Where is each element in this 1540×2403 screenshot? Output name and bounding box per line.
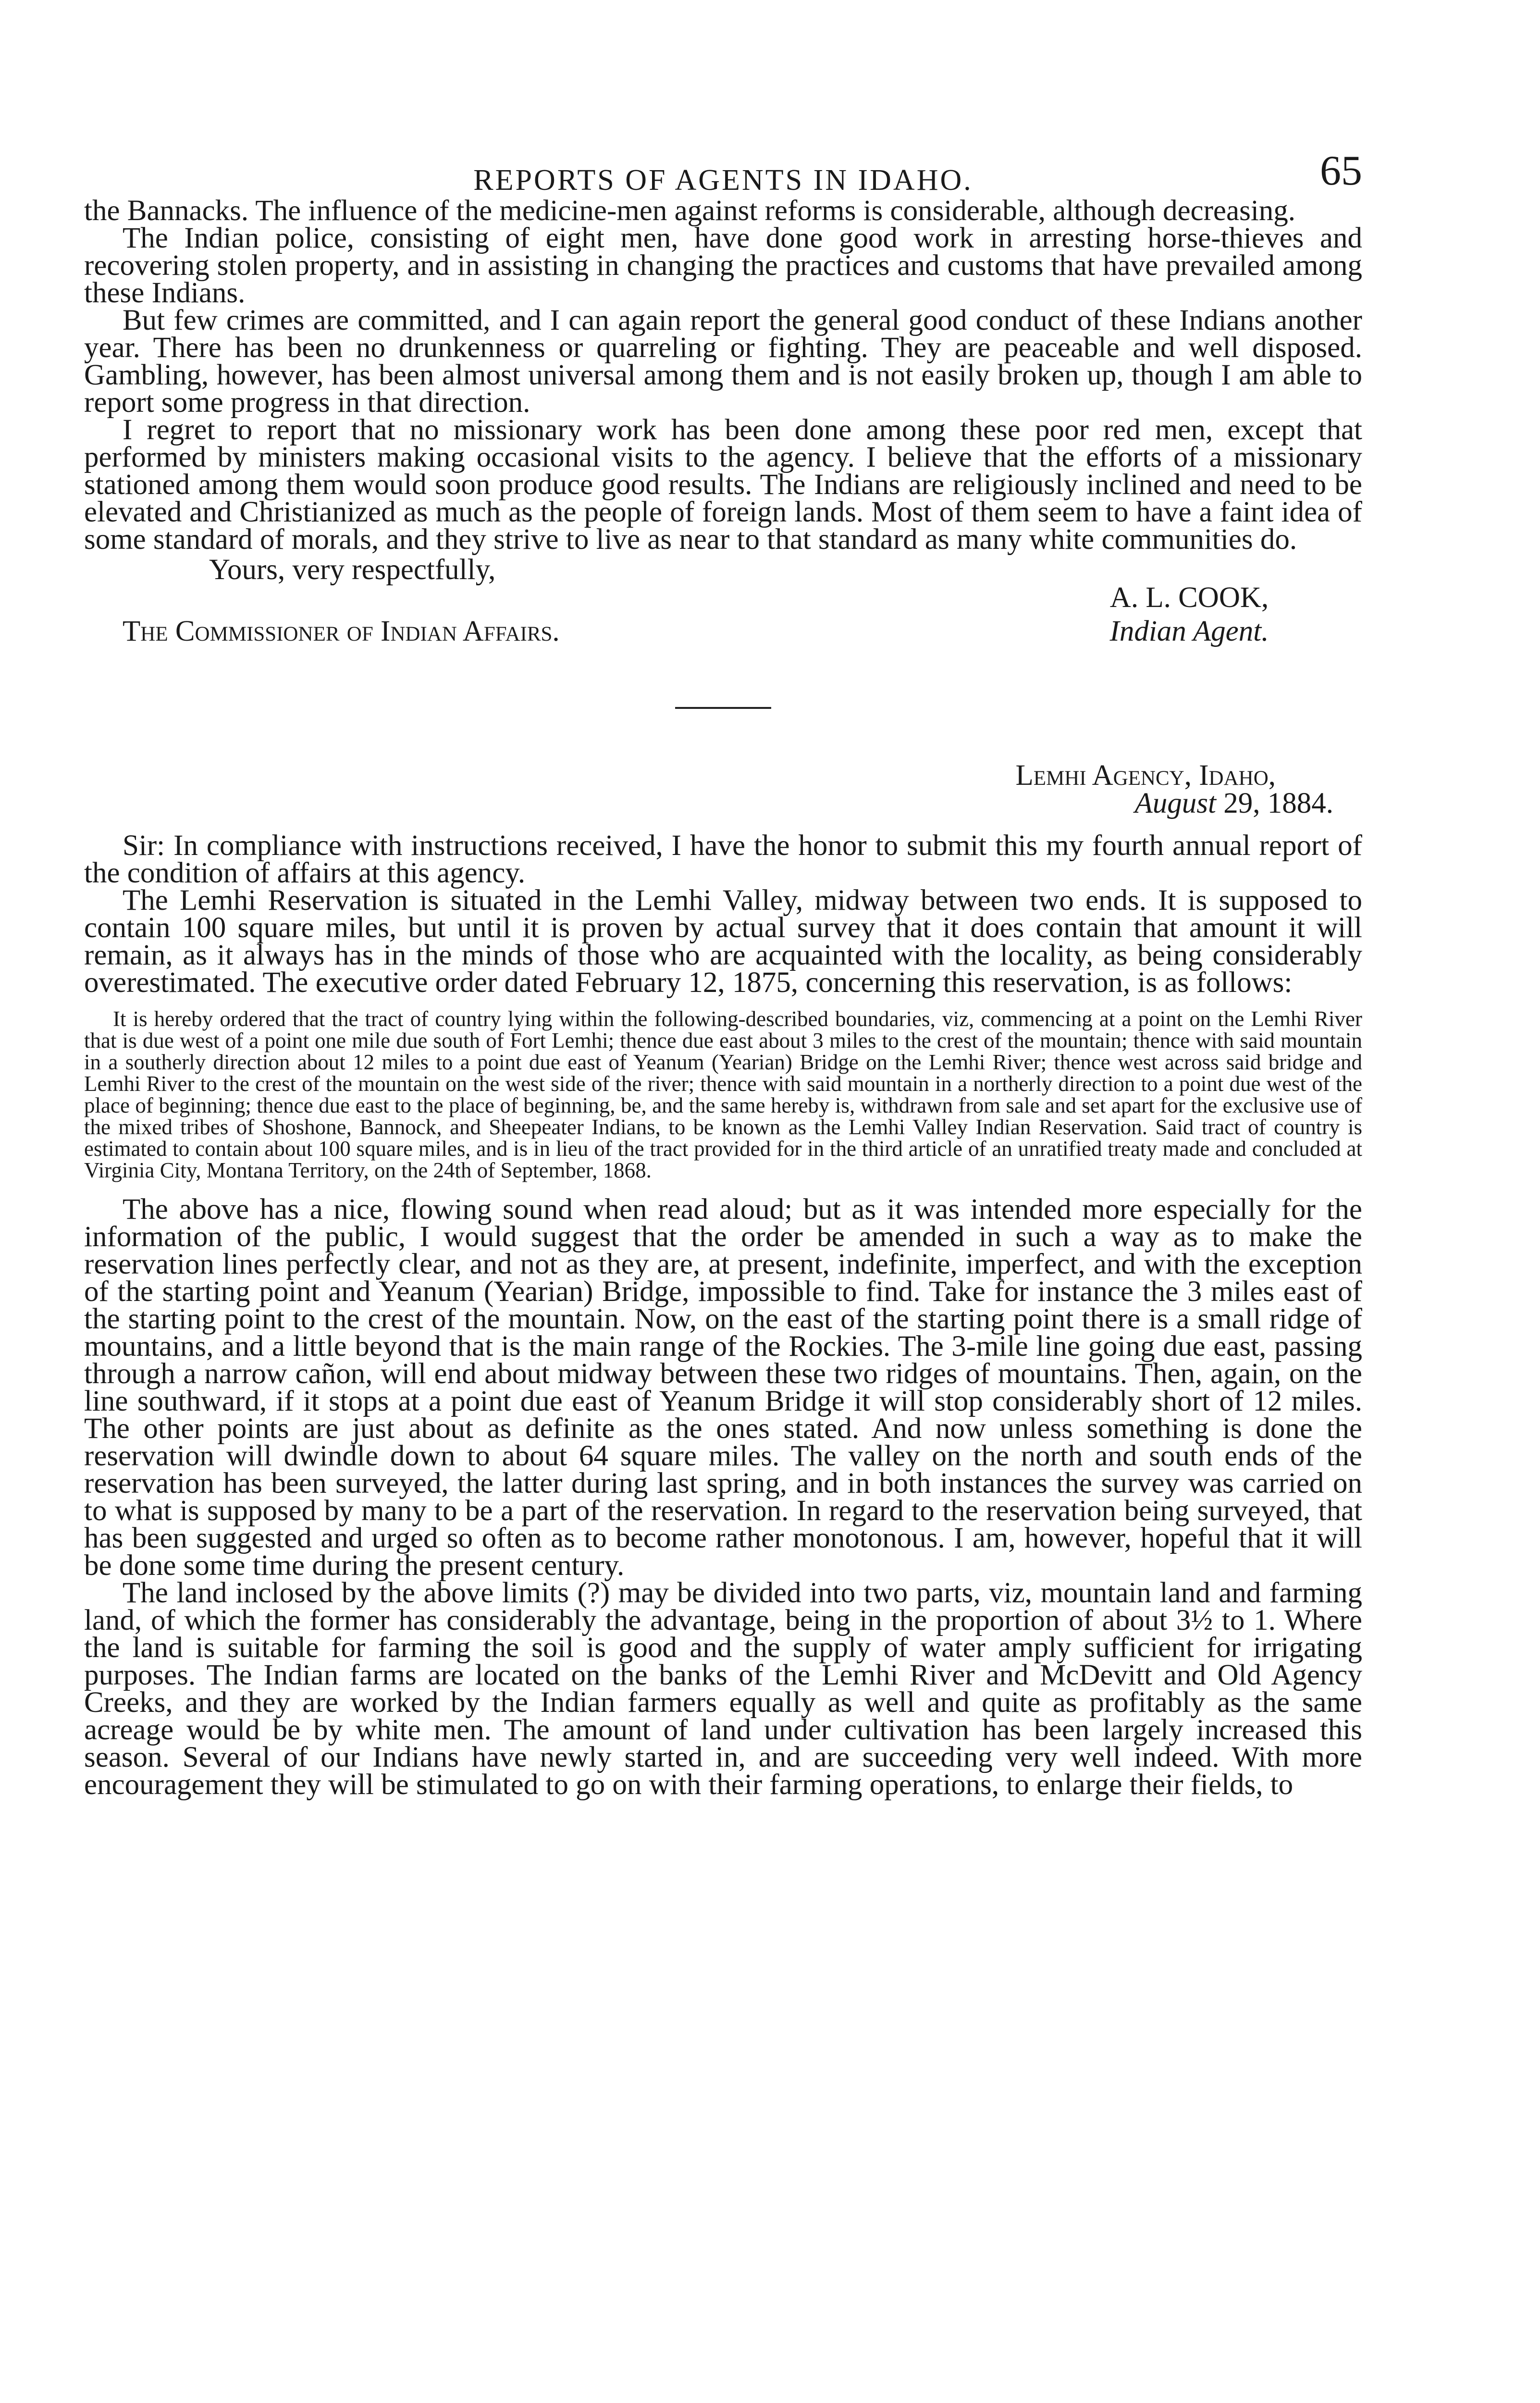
letter-closing — [84, 553, 1362, 649]
executive-order-quote: It is hereby ordered that the tract of country lying within the following-described boundaries, viz, commencing at a point on the Lemhi River that is due west of a point one mile due south of Fort Lemhi; thence due east about 3 miles to the crest of the mountain; thence with said mountain in a southerly direction about 12 miles to a point due east of Yeanum (Yearian) Bridge on the Lemhi River; thence west across said bridge and Lemhi River to the crest of the mountain on the west side of the river; thence with said mountain in a northerly direction to a point due west of the place of beginning; thence due east to the place of beginning, be, and the same hereby is, withdrawn from sale and set apart for the exclusive use of the mixed tribes of Shoshone, Bannock, and Sheepeater Indians, to be known as the Lemhi Valley Indian Reservation. Said tract of country is estimated to contain about 100 square miles, and is in lieu of the tract provided for in the third article of an unratified treaty made and concluded at Virginia City, Montana Territory, on the 24th of September, 1868. — [84, 1007, 1362, 1182]
signer-name: A. L. COOK, — [1109, 582, 1269, 614]
salutation-paragraph: Sir: In compliance with instructions received, I have the honor to submit this my fourth annual report of the condition of affairs at this agency. — [84, 830, 1362, 889]
dateline — [84, 759, 1362, 819]
date-day-year: 29, 1884. — [1216, 787, 1333, 819]
section-divider — [675, 707, 771, 709]
paragraph: The land inclosed by the above limits (?) may be divided into two parts, viz, mountain land and farming land, of which the former has considerably the advantage, being in the proportion of about 3½ to 1. Where the land is suitable for farming the soil is good and the supply of water amply sufficient for irrigating purposes. The Indian farms are located on the banks of the Lemhi River and McDevitt and Old Agency Creeks, and they are worked by the Indian farmers equally as well and quite as profitably as the same acreage would be by white men. The amount of land under cultivation has been largely increased this season. Several of our Indians have newly started in, and are succeeding very well indeed. With more encouragement they will be stimulated to go on with their farming operations, to enlarge their fields, to — [84, 1577, 1362, 1801]
paragraph: I regret to report that no missionary work has been done among these poor red men, except that performed by ministers making occasional visits to the agency. I believe that the efforts of a missionary stationed among them would soon produce good results. The Indians are religiously inclined and need to be elevated and Christianized as much as the people of foreign lands. Most of them seem to have a faint idea of some standard of morals, and they strive to live as near to that standard as many white communities do. — [84, 414, 1362, 556]
page-header — [84, 111, 1362, 197]
dateline-date — [84, 787, 1333, 819]
paragraph: The Lemhi Reservation is situated in the Lemhi Valley, midway between two ends. It is supposed to contain 100 square miles, but until it is proven by actual survey that it does contain that amount it will remain, as it always has in the minds of those who are acquainted with the locality, as being considerably overestimated. The executive order dated February 12, 1875, concerning this reservation, is as follows: — [84, 884, 1362, 999]
paragraph: But few crimes are committed, and I can again report the general good conduct of these Indians another year. There has been no drunkenness or quarreling or fighting. They are peaceable and well disposed. Gambling, however, has been almost universal among them and is not easily broken up, though I am able to report some progress in that direction. — [84, 304, 1362, 419]
dateline-place: Lemhi Agency, Idaho, — [1015, 759, 1276, 792]
paragraph: The above has a nice, flowing sound when read aloud; but as it was intended more especially for the information of the public, I would suggest that the order be amended in such a way as to make the reservation lines perfectly clear, and not as they are, at present, indefinite, imperfect, and with the exception of the starting point and Yeanum (Yearian) Bridge, impossible to find. Take for instance the 3 miles east of the starting point to the crest of the mountain. Now, on the east of the starting point there is a small ridge of mountains, and a little beyond that is the main range of the Rockies. The 3-mile line going due east, passing through a narrow cañon, will end about midway between these two ridges of mountains. Then, again, on the line southward, if it stops at a point due east of Yeanum Bridge it will stop considerably short of 12 miles. The other points are just about as definite as the ones stated. And now unless something is done the reservation will dwindle down to about 64 square miles. The valley on the north and south ends of the reservation has been surveyed, the latter during last spring, and in both instances the survey was carried on to what is supposed by many to be a part of the reservation. In regard to the reservation being surveyed, that has been suggested and urged so often as to become rather monotonous. I am, however, hopeful that it will be done some time during the present century. — [84, 1193, 1362, 1582]
paragraph: the Bannacks. The influence of the medicine-men against reforms is considerable, although decreasing. — [84, 195, 1296, 227]
addressee: The Commissioner of Indian Affairs. — [123, 615, 560, 647]
paragraph: The Indian police, consisting of eight men, have done good work in arresting horse-thieves and recovering stolen property, and in assisting in changing the practices and customs that have prevailed among these Indians. — [84, 222, 1362, 309]
signature-block — [1055, 581, 1324, 648]
page-number: 65 — [1320, 148, 1362, 194]
signer-title: Indian Agent. — [1109, 615, 1269, 647]
running-title: REPORTS OF AGENTS IN IDAHO. — [473, 164, 973, 197]
date-month: August — [1134, 787, 1216, 819]
complimentary-close: Yours, very respectfully, — [209, 554, 496, 586]
document-page — [84, 111, 1362, 1801]
